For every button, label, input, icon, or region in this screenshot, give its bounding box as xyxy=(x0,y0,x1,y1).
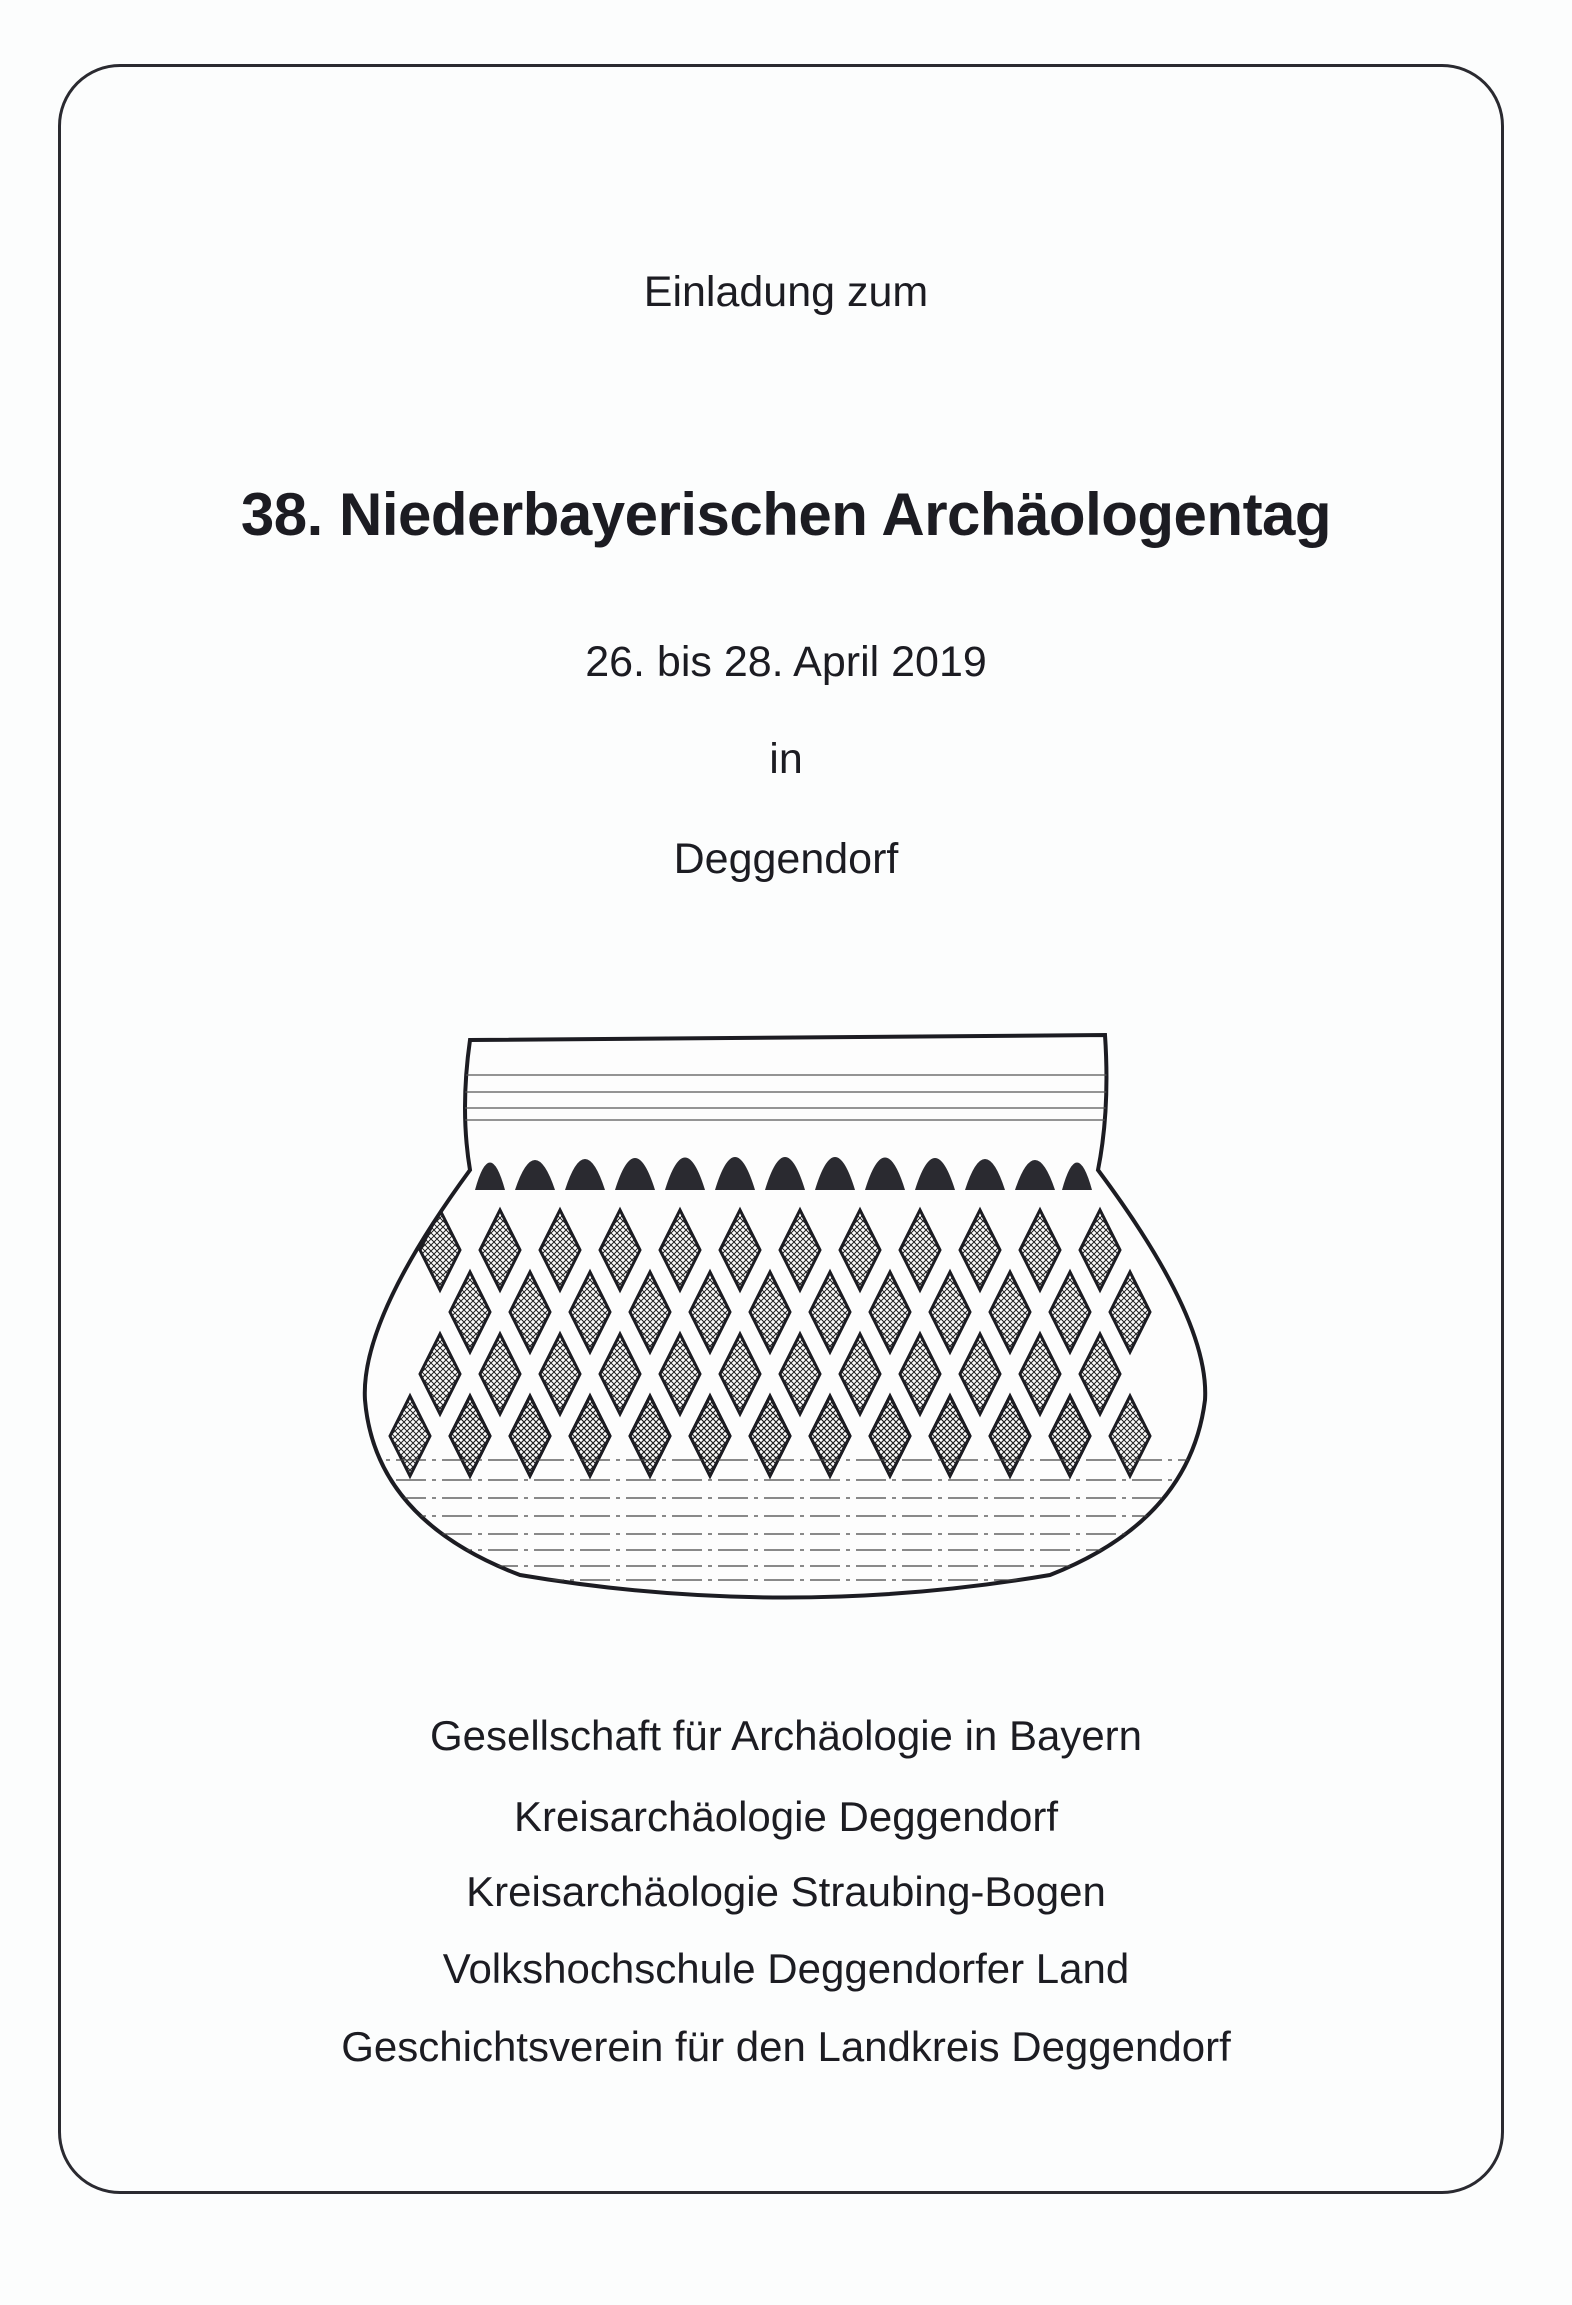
event-location: Deggendorf xyxy=(673,835,899,883)
pottery-vessel-illustration xyxy=(350,1020,1220,1600)
organizer-line: Gesellschaft für Archäologie in Bayern xyxy=(429,1712,1143,1759)
event-title: 38. Niederbayerischen Archäologentag xyxy=(240,481,1332,548)
organizer-line: Volkshochschule Deggendorfer Land xyxy=(442,1945,1130,1992)
organizer-line: Kreisarchäologie Deggendorf xyxy=(513,1793,1058,1840)
invitation-intro: Einladung zum xyxy=(643,268,929,316)
organizer-line: Kreisarchäologie Straubing-Bogen xyxy=(466,1868,1106,1915)
event-dates: 26. bis 28. April 2019 xyxy=(585,638,987,686)
organizer-line: Geschichtsverein für den Landkreis Deggendorf xyxy=(341,2023,1231,2070)
location-preposition: in xyxy=(769,735,803,783)
